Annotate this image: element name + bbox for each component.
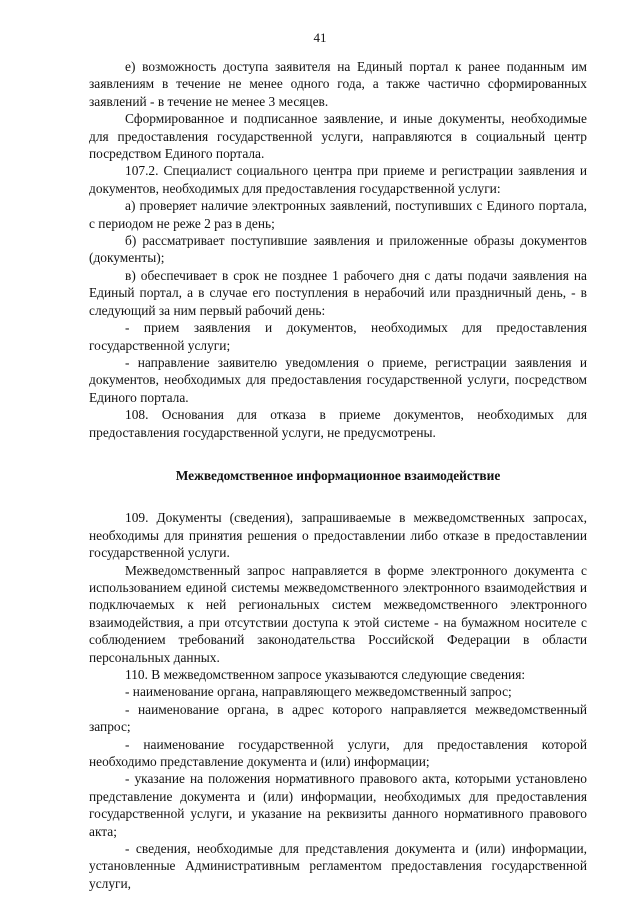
- paragraph-110: 110. В межведомственном запросе указываются следующие сведения:: [125, 667, 526, 682]
- paragraph-interagency-request: Межведомственный запрос направляется в форме электронного документа с использованием единой системы межведомственного электронного взаимодействия и подключаемых к ней региональных систем межведомственного электронного взаимодействия, а при отсутствии доступа к этой системе - на бумажном носителе с соблюдением требований законодательства Российской Федерации в области персональных данных.: [89, 562, 587, 665]
- list-item-requesting-body: - наименование органа, направляющего межведомственный запрос;: [125, 684, 512, 700]
- paragraph-109: 109. Документы (сведения), запрашиваемые в межведомственных запросах, необходимы для принятия решения о предоставлении либо отказе в предоставлении государственной услуги.: [89, 510, 587, 561]
- paragraph-submitted-application: Сформированное и подписанное заявление, и иные документы, необходимые для предоставления государственной услуги, направляются в социальный центр посредством Единого портала.: [89, 111, 587, 162]
- document-body: [89, 58, 587, 892]
- paragraph-108: 108. Основания для отказа в приеме документов, необходимых для предоставления государственной услуги, не предусмотрены.: [89, 407, 587, 440]
- paragraph-107-2-b: б) рассматривает поступившие заявления и приложенные образы документов (документы);: [89, 233, 587, 266]
- page-number: 41: [313, 30, 327, 45]
- list-item-receiving-body: - наименование органа, в адрес которого направляется межведомственный запрос;: [89, 701, 587, 735]
- paragraph-107-2-v: в) обеспечивает в срок не позднее 1 рабочего дня с даты подачи заявления на Единый портал, а в случае его поступления в нерабочий или праздничный день, - в следующий за ним первый рабочий день:: [89, 267, 587, 318]
- list-item-notification: - направление заявителю уведомления о приеме, регистрации заявления и документов, необходимых для предоставления государственной услуги, посредством Единого портала.: [89, 354, 587, 405]
- list-item-service-name: - наименование государственной услуги, для предоставления которой необходимо представление документа и (или) информации;: [89, 736, 587, 770]
- list-item-required-info: - сведения, необходимые для представления документа и (или) информации, установленные Административным регламентом предоставления государственной услуги,: [89, 841, 587, 891]
- paragraph-e: е) возможность доступа заявителя на Единый портал к ранее поданным им заявлениям в течение не менее одного года, а также частично сформированных заявлений - в течение не менее 3 месяцев.: [89, 59, 587, 109]
- section-heading: Межведомственное информационное взаимодействие: [175, 467, 501, 483]
- paragraph-107-2-a: а) проверяет наличие электронных заявлений, поступивших с Единого портала, с периодом не реже 2 раз в день;: [89, 198, 587, 231]
- paragraph-107-2: 107.2. Специалист социального центра при приеме и регистрации заявления и документов, необходимых для предоставления государственной услуги:: [89, 163, 587, 196]
- list-item-reception: - прием заявления и документов, необходимых для предоставления государственной услуги;: [89, 320, 587, 353]
- list-item-legal-act: - указание на положения нормативного правового акта, которыми установлено представление документа и (или) информации, необходимых для предоставления государственной услуги, и указание на реквизиты данного нормативного правового акта;: [89, 771, 587, 839]
